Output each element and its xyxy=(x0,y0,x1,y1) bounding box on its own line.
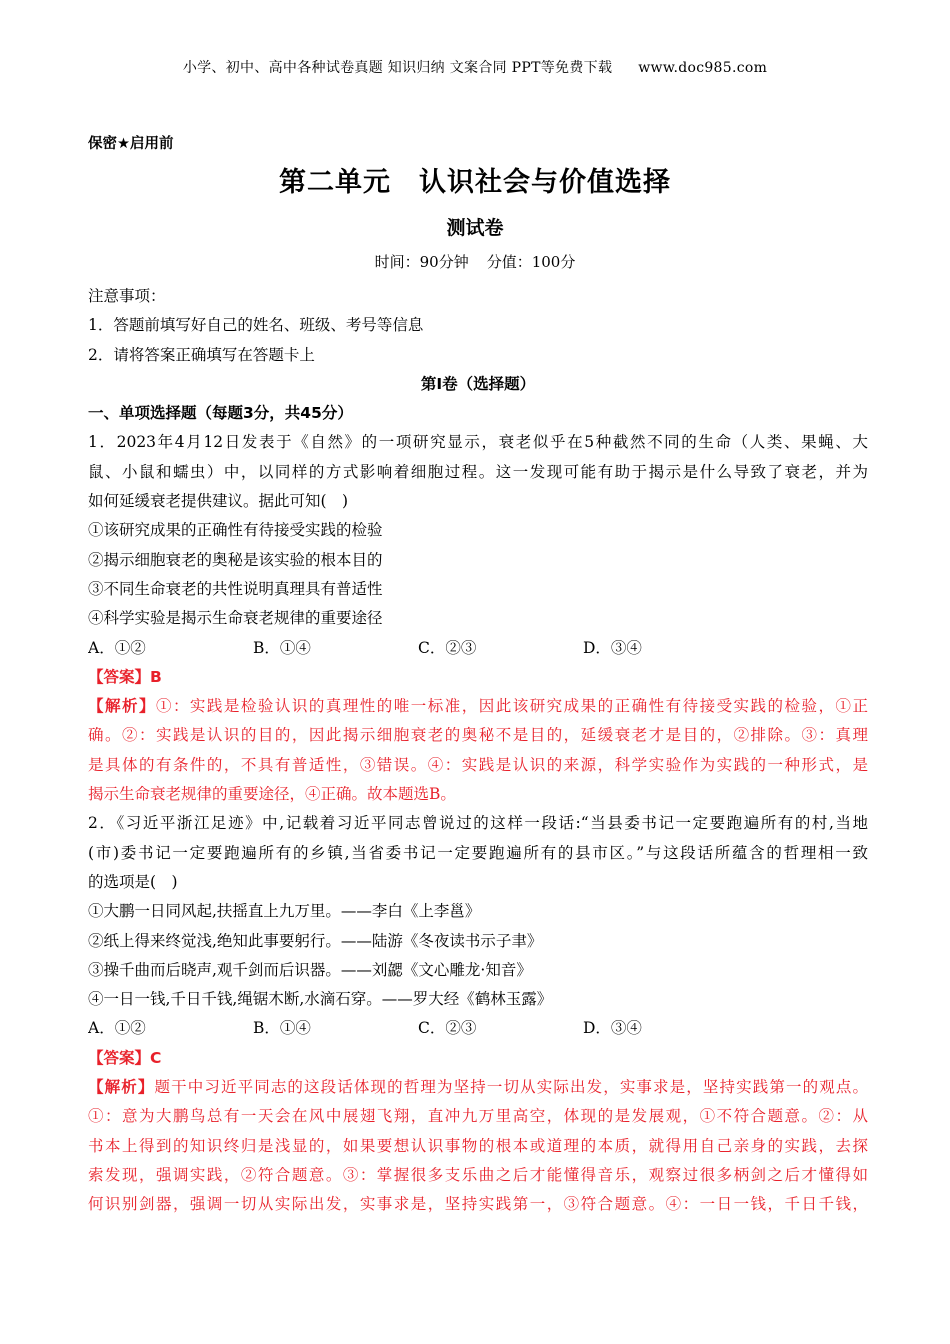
section-title: 一、单项选择题（每题3分，共45分） xyxy=(88,404,353,423)
q1-analysis-line: 是具体的有条件的，不具有普适性，③错误。④：实践是认识的来源，科学实验作为实践的一种形式，是 xyxy=(88,755,868,774)
q2-analysis-tag: 【解析】 xyxy=(88,1078,155,1097)
q1-item: ②揭示细胞衰老的奥秘是该实验的根本目的 xyxy=(88,550,383,569)
q2-item: ②纸上得来终觉浅,绝知此事要躬行。——陆游《冬夜读书示子聿》 xyxy=(88,931,543,950)
q2-analysis-line: 索发现，强调实践，②符合题意。③：掌握很多支乐曲之后才能懂得音乐，观察过很多柄剑之后才懂得如 xyxy=(88,1165,868,1184)
q2-analysis-line: 书本上得到的知识终归是浅显的，如果要想认识事物的根本或道理的本质，就得用自己亲身的实践，去探 xyxy=(88,1136,868,1155)
q2-analysis-line: 何识别剑器，强调一切从实际出发，实事求是，坚持实践第一，③符合题意。④：一日一钱，千日千钱， xyxy=(88,1195,868,1214)
q2-stem-line: (市)委书记一定要跑遍所有的乡镇,当省委书记一定要跑遍所有的县市区。”与这段话所蕴含的哲理相一致 xyxy=(88,843,868,862)
q1-analysis-line xyxy=(88,692,868,721)
q1-options xyxy=(88,634,868,663)
q2-item: ④一日一钱,千日千钱,绳锯木断,水滴石穿。——罗大经《鹤林玉露》 xyxy=(88,990,553,1009)
note-item: 1．答题前填写好自己的姓名、班级、考号等信息 xyxy=(88,316,424,335)
note-item: 2．请将答案正确填写在答题卡上 xyxy=(88,345,315,364)
q1-item: ③不同生命衰老的共性说明真理具有普适性 xyxy=(88,579,383,598)
q2-analysis-text: 题干中习近平同志的这段话体现的哲理为坚持一切从实际出发，实事求是，坚持实践第一的观点。 xyxy=(154,1078,868,1097)
q1-item: ①该研究成果的正确性有待接受实践的检验 xyxy=(88,521,383,540)
q2-stem-line: 的选项是( ) xyxy=(88,872,178,891)
q1-option-b: B．①④ xyxy=(253,638,311,657)
q2-analysis-line: ①：意为大鹏鸟总有一天会在风中展翅飞翔，直冲九万里高空，体现的是发展观，①不符合题意。②：从 xyxy=(88,1107,868,1126)
part-title: 第I卷（选择题） xyxy=(420,374,536,393)
q2-stem-line: 2．《习近平浙江足迹》中,记载着习近平同志曾说过的这样一段话:“当县委书记一定要跑遍所有的村,当地 xyxy=(88,814,868,833)
q2-option-c: C．②③ xyxy=(418,1019,477,1038)
q2-item: ①大鹏一日同风起,扶摇直上九万里。——李白《上李邕》 xyxy=(88,902,481,921)
exam-content xyxy=(88,282,868,1220)
q2-options xyxy=(88,1014,868,1043)
q1-stem-line: 如何延缓衰老提供建议。据此可知( ) xyxy=(88,492,349,511)
q2-option-b: B．①④ xyxy=(253,1019,311,1038)
q1-analysis-text: ①：实践是检验认识的真理性的唯一标准，因此该研究成果的正确性有待接受实践的检验，①正 xyxy=(155,697,868,716)
q1-analysis-line: 确。②：实践是认识的目的，因此揭示细胞衰老的奥秘不是目的，延缓衰老才是目的，②排除。③：真理 xyxy=(88,726,868,745)
exam-meta xyxy=(0,251,950,272)
q1-item: ④科学实验是揭示生命衰老规律的重要途径 xyxy=(88,609,383,628)
q1-stem-line: 鼠、小鼠和蠕虫）中，以同样的方式影响着细胞过程。这一发现可能有助于揭示是什么导致了衰老，并为 xyxy=(88,462,868,481)
site-header-text: 小学、初中、高中各种试卷真题 知识归纳 文案合同 PPT等免费下载 xyxy=(182,60,613,76)
classified-label: 保密★启用前 xyxy=(88,136,174,152)
q1-stem-line: 1．2023年4月12日发表于《自然》的一项研究显示，衰老似乎在5种截然不同的生命（人类、果蝇、大 xyxy=(88,433,868,452)
q2-option-d: D．③④ xyxy=(583,1019,642,1038)
q1-option-c: C．②③ xyxy=(418,638,477,657)
notes-heading: 注意事项： xyxy=(88,287,166,305)
q1-option-a: A．①② xyxy=(88,638,146,657)
q1-analysis-tag: 【解析】 xyxy=(88,697,156,716)
q1-option-d: D．③④ xyxy=(583,638,642,657)
page-title: 第二单元 认识社会与价值选择 xyxy=(279,167,671,198)
exam-score: 分值：100分 xyxy=(486,253,576,271)
q2-analysis-line xyxy=(88,1073,868,1102)
site-url[interactable]: www.doc985.com xyxy=(638,60,768,76)
q2-item: ③操千曲而后晓声,观千剑而后识器。——刘勰《文心雕龙·知音》 xyxy=(88,960,532,979)
q1-analysis-line: 揭示生命衰老规律的重要途径，④正确。故本题选B。 xyxy=(88,785,456,804)
site-header xyxy=(0,57,950,77)
q1-answer: 【答案】B xyxy=(88,667,162,686)
page-subtitle: 测试卷 xyxy=(446,217,504,239)
q2-answer: 【答案】C xyxy=(88,1048,162,1067)
exam-time: 时间：90分钟 xyxy=(374,253,469,271)
q2-option-a: A．①② xyxy=(88,1019,146,1038)
